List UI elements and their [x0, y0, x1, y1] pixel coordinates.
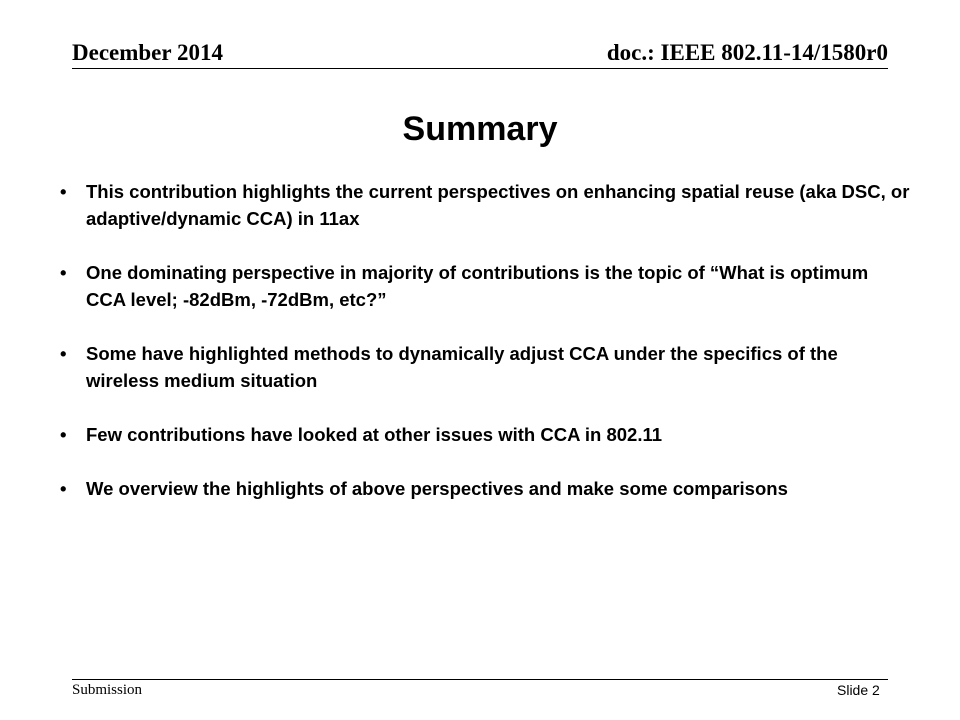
bullet-text: This contribution highlights the current perspectives on enhancing spatial reuse (aka DSC, or adaptive/dynamic CCA) in 11ax [86, 181, 910, 229]
bullet-text: Few contributions have looked at other issues with CCA in 802.11 [86, 424, 663, 445]
bullet-marker: • [60, 343, 67, 364]
bullet-text: One dominating perspective in majority of contributions is the topic of “What is optimum CCA level; -82dBm, -72dBm, etc?” [86, 262, 869, 310]
slide-number: Slide 2 [837, 682, 880, 698]
bullet-marker: • [60, 181, 67, 202]
bullet-item [50, 259, 910, 313]
bullet-item [50, 421, 910, 448]
slide-footer [72, 679, 888, 698]
bullet-marker: • [60, 478, 67, 499]
bullet-text: Some have highlighted methods to dynamically adjust CCA under the specifics of the wireless medium situation [86, 343, 838, 391]
footer-submission: Submission [72, 682, 143, 698]
header-date: December 2014 [72, 40, 223, 65]
bullet-item [50, 475, 910, 502]
slide-header [72, 38, 888, 69]
bullet-text: We overview the highlights of above perspectives and make some comparisons [86, 478, 788, 499]
bullet-list [50, 178, 910, 529]
bullet-item [50, 178, 910, 232]
bullet-marker: • [60, 424, 67, 445]
bullet-marker: • [60, 262, 67, 283]
header-doc-id: doc.: IEEE 802.11-14/1580r0 [606, 40, 888, 65]
bullet-item [50, 340, 910, 394]
slide-title: Summary [402, 110, 558, 148]
